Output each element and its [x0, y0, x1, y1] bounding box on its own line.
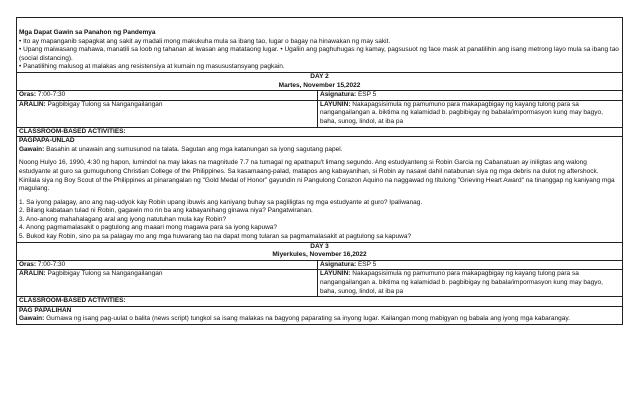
day3-label: DAY 3	[310, 242, 329, 250]
layunin-label: LAYUNIN:	[320, 100, 351, 108]
asignatura-value: ESP 5	[357, 260, 377, 268]
question-item: 1. Sa iyong palagay, ano ang nag-udyok kay Robin upang ibuwis ang kaniyang buhay sa pagliligtas ng mga estudyante at guro? Ipaliwanag.	[19, 198, 423, 206]
day2-activity-row	[17, 137, 623, 243]
activity-title: PAG PAPALIHAN	[19, 306, 72, 314]
aralin-label: ARALIN:	[19, 100, 46, 108]
day3-lesson-row	[17, 270, 623, 297]
day2-activity-cell	[17, 137, 623, 243]
oras-label: Oras:	[19, 260, 36, 268]
asignatura-value: ESP 5	[357, 91, 377, 99]
aralin-value: Pagbibigay Tulong sa Nangangailangan	[47, 100, 163, 108]
day2-lesson-row	[17, 100, 623, 127]
intro-bullet: • Upang maiwasang mahawa, manatili sa loob ng tahanan at iwasan ang matataong lugar. • Ugaliin ang paghuhugas ng kamay, pagsusuot ng face mask at panatilihin ang isang metrong layo mula sa ibang tao (social distancing).	[19, 46, 619, 62]
day3-activity-cell	[17, 306, 623, 324]
day3-activities-heading: CLASSROOM-BASED ACTIVITIES:	[17, 297, 623, 307]
day3-oras-cell	[17, 260, 318, 270]
asignatura-label: Asignatura:	[320, 260, 357, 268]
lesson-plan-sheet	[16, 17, 622, 325]
day2-schedule-row	[17, 91, 623, 101]
day3-activity-row	[17, 306, 623, 324]
day2-activities-heading-row	[17, 127, 623, 137]
day3-schedule-row	[17, 260, 623, 270]
oras-value: 7:00-7:30	[37, 260, 66, 268]
intro-bullet: • Ito ay mapanganib sapagkat ang sakit ay madali mong makukuha mula sa ibang tao, lugar o bagay na hinawakan ng may sakit.	[19, 37, 391, 45]
day3-header-row	[17, 242, 623, 260]
day3-layunin-cell	[318, 270, 623, 297]
day2-header	[17, 72, 623, 90]
activity-title: PAGPAPA-UNLAD	[19, 137, 75, 145]
day3-activities-heading-row	[17, 297, 623, 307]
gawain-text: Basahin at unawain ang sumusunod na talata. Sagutan ang mga katanungan sa iyong sagutang papel.	[46, 145, 343, 153]
intro-title: Mga Dapat Gawin sa Panahon ng Pandemya	[19, 29, 156, 36]
gawain-line	[19, 315, 620, 324]
day2-header-row	[17, 72, 623, 90]
question-item: 2. Bilang kabataan tulad ni Robin, gagawin mo rin ba ang kabayanihang ginawa niya? Pangatwiranan.	[19, 207, 313, 215]
day2-label: DAY 2	[310, 72, 329, 80]
day3-aralin-cell	[17, 270, 318, 297]
intro-bullet: • Panatilihing malusog at malakas ang resistensiya at kumain ng masusustansyang pagkain.	[19, 63, 285, 71]
aralin-value: Pagbibigay Tulong sa Nangangailangan	[47, 270, 163, 278]
asignatura-label: Asignatura:	[320, 91, 357, 99]
oras-value: 7:00-7:30	[37, 91, 66, 99]
day2-layunin-cell	[318, 100, 623, 127]
intro-cell	[17, 18, 623, 73]
layunin-label: LAYUNIN:	[320, 270, 351, 278]
question-item: 3. Ano-anong mahahalagang aral ang iyong natutuhan mula kay Robin?	[19, 215, 227, 223]
gawain-text: Gumawa ng isang pag-uulat o balita (news script) tungkol sa isang malakas na bagyong paparating sa inyong lugar. Kailangan mong mabigyan ng babala ang iyong mga kabarangay.	[46, 315, 570, 323]
story-paragraph: Noong Hulyo 16, 1990, 4:30 ng hapon, lumindol na may lakas na magnitude 7.7 na tumagal ng apatnapu't limang segundo. Ang estudyanteng si Robin Garcia ng Cabanatuan ay iniligtas ang walong estudyante at guro sa gumuguhong Christian College of the Philippines. Sa kasamaang-palad, matapos ang kabayanihan, si Robin ay nasawi dahil natabunan siya ng mga debris na dulot ng aftershock. Kinilala siya ng Boy Scout of the Philippines at pinarangalan ng "Gold Medal of Honor" gayundin ni Pangulong Corazon Aquino na naggawad ng titulong "Grieving Heart Award" na tinanggap ng kaniyang mga magulang.	[19, 159, 615, 193]
day3-asignatura-cell	[318, 260, 623, 270]
intro-row	[17, 18, 623, 73]
day3-date: Miyerkules, November 16,2022	[272, 251, 367, 259]
aralin-label: ARALIN:	[19, 270, 46, 278]
layunin-value: Nakapagsisimula ng pamumuno para makapagbigay ng kayang tulong para sa nangangailangan a. biktima ng kalamidad b. pagbibigay ng babala/impormasyon kung may bagyo, baha, sunog, lindol, at iba pa	[320, 270, 603, 295]
day2-oras-cell	[17, 91, 318, 101]
gawain-label: Gawain:	[19, 315, 45, 323]
day2-asignatura-cell	[318, 91, 623, 101]
day2-activities-heading: CLASSROOM-BASED ACTIVITIES:	[17, 127, 623, 137]
oras-label: Oras:	[19, 91, 36, 99]
question-item: 5. Bukod kay Robin, sino pa sa palagay mo ang mga huwarang tao na dapat mong tularan sa pagmamalasakit at pagtulong sa kapuwa?	[19, 233, 412, 241]
gawain-label: Gawain:	[19, 145, 45, 153]
day2-aralin-cell	[17, 100, 318, 127]
day3-header	[17, 242, 623, 260]
day2-date: Martes, November 15,2022	[278, 81, 361, 89]
lesson-plan-table	[16, 17, 623, 325]
question-item: 4. Anong pagmamalasakit o pagtulong ang maaari mong magawa para sa iyong kapuwa?	[19, 224, 278, 232]
layunin-value: Nakapagsisimula ng pamumuno para makapagbigay ng kayang tulong para sa nangangailangan a. biktima ng kalamidad b. pagbibigay ng babala/impormasyon kung may bagyo, baha, sunog, lindol, at iba pa	[320, 100, 603, 125]
gawain-line	[19, 146, 620, 155]
